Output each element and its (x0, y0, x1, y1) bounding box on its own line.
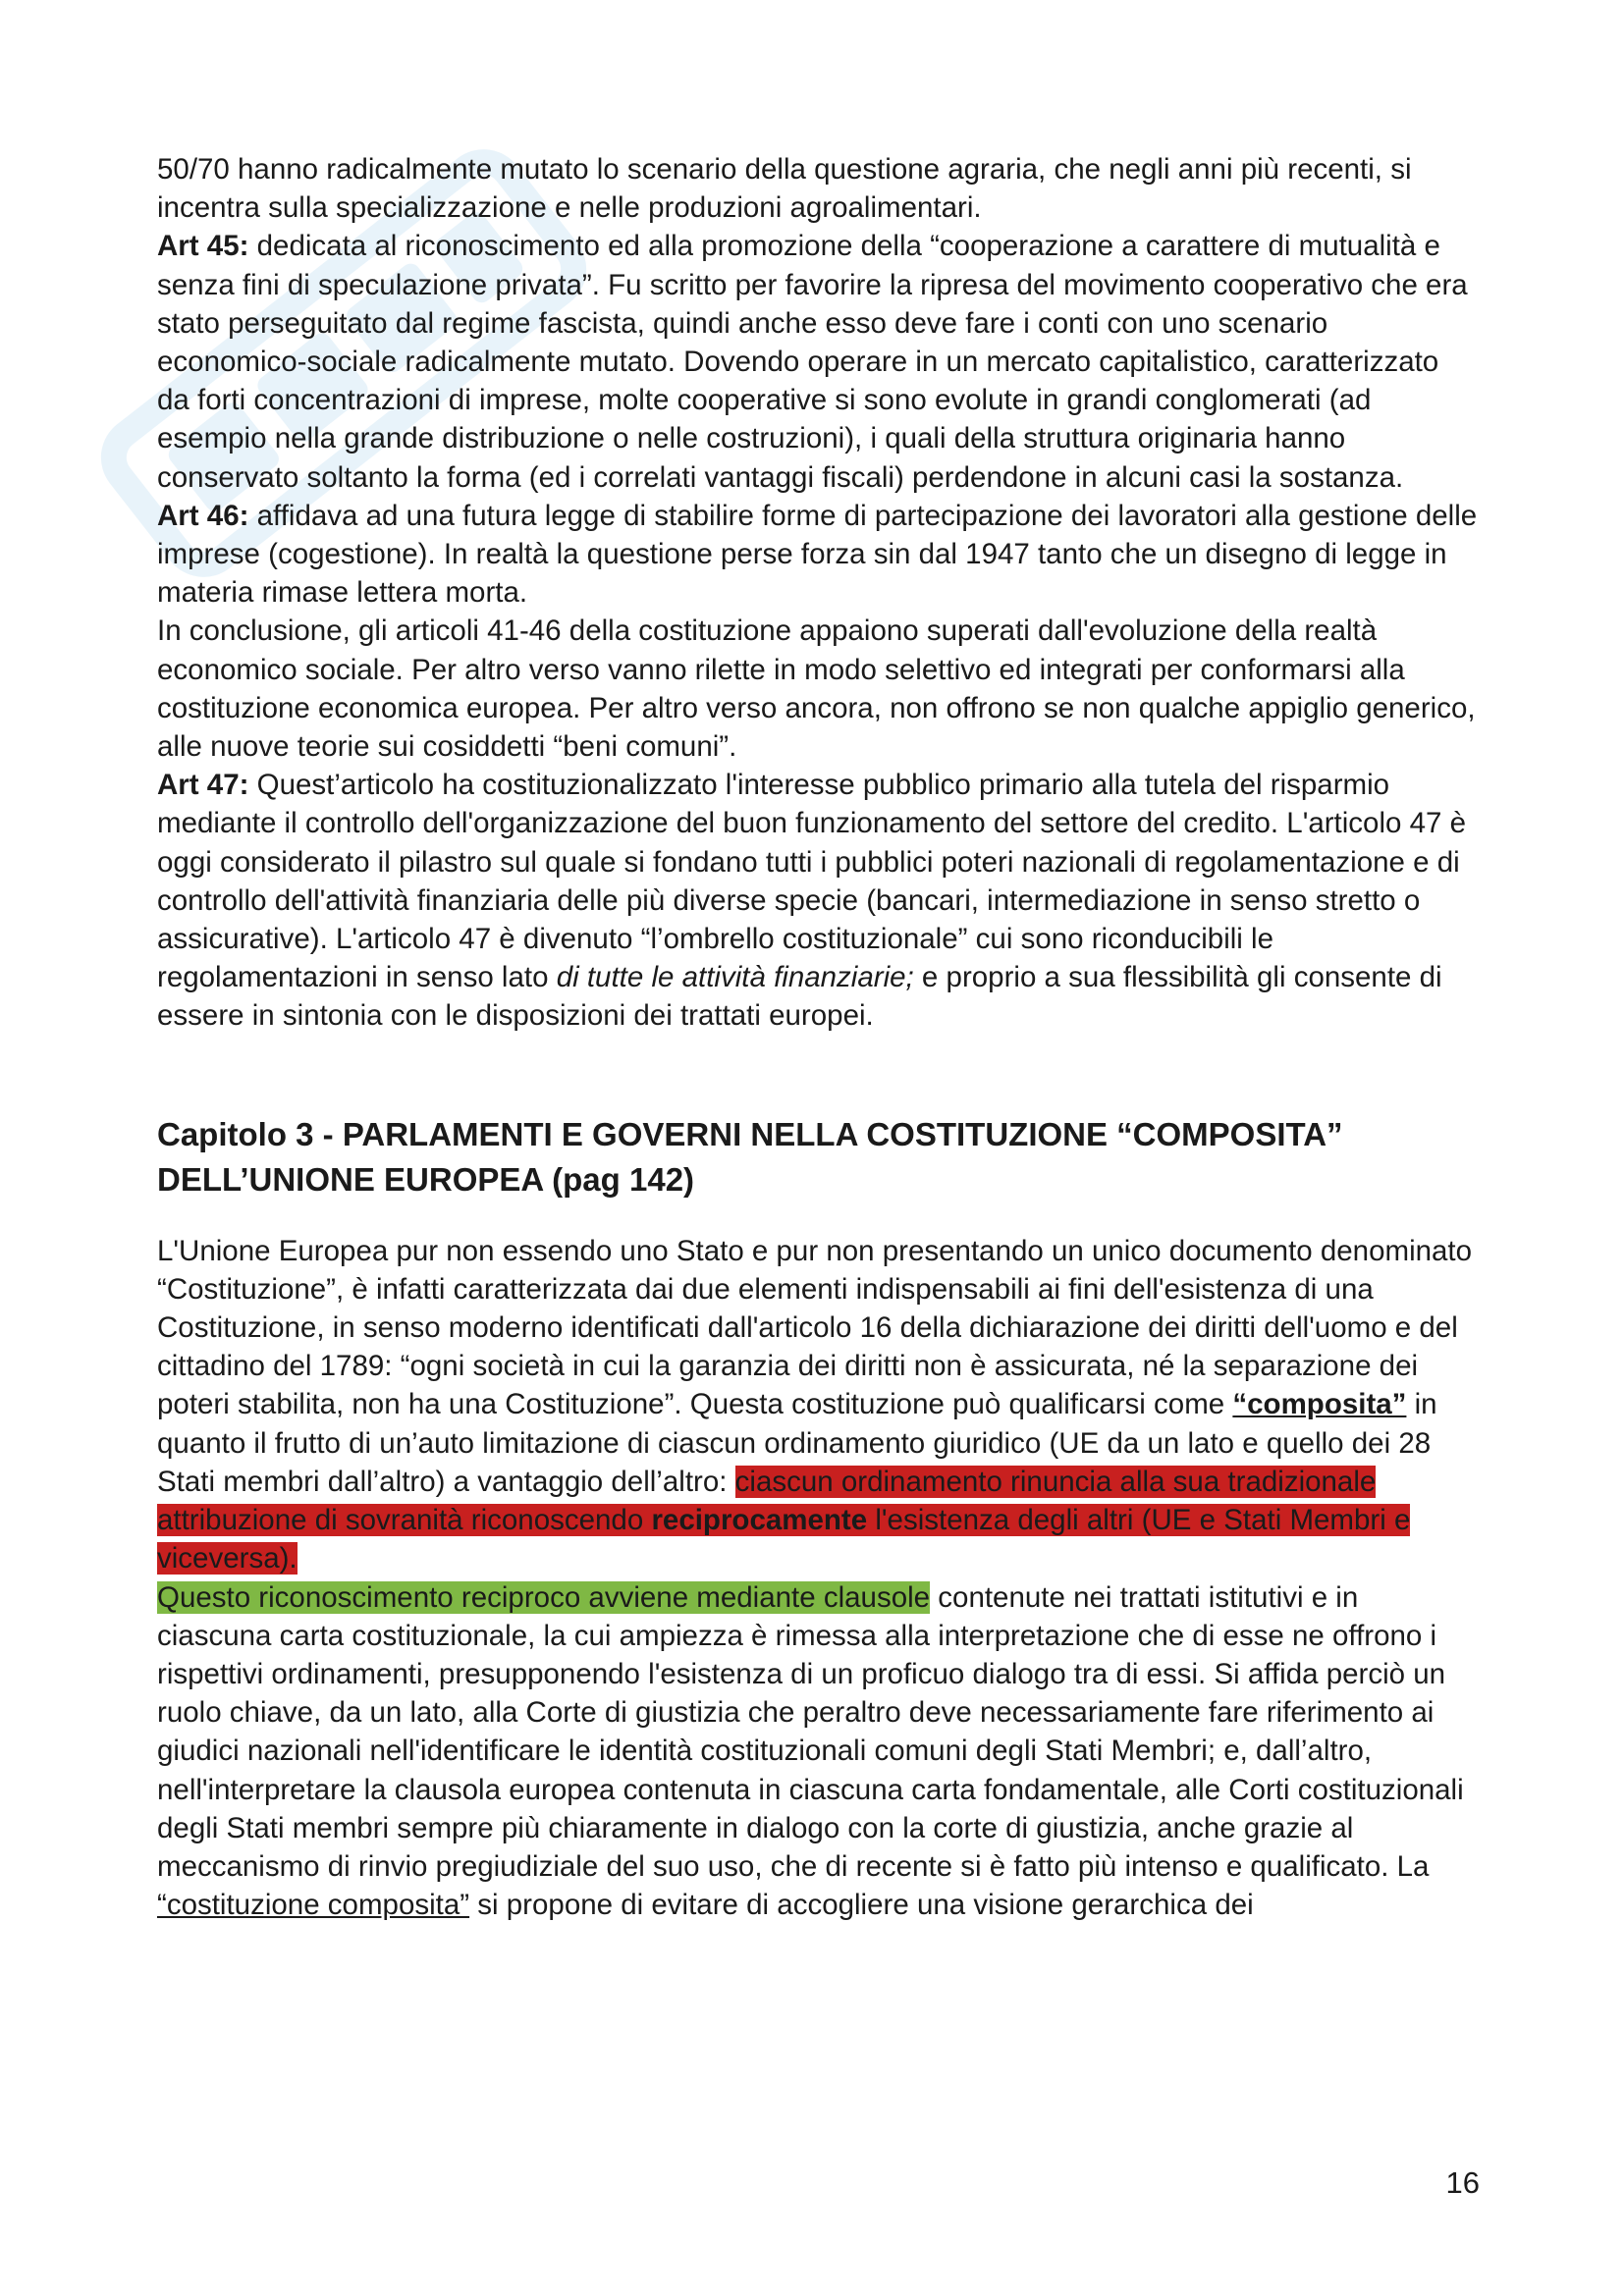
green-highlight: Questo riconoscimento reciproco avviene mediante clausole (157, 1580, 931, 1614)
ue-text-4: si propone di evitare di accogliere una visione gerarchica dei (469, 1889, 1254, 1922)
composita-term: “composita” (1232, 1388, 1407, 1421)
art46-text: affidava ad una futura legge di stabilire forme di partecipazione dei lavoratori alla gestione delle imprese (cogestione). In realtà la questione perse forza sin dal 1947 tanto che un disegno di legge in materia rimase lettera morta. (157, 499, 1478, 610)
art47-italic: di tutte le attività finanziarie; (556, 961, 914, 994)
paragraph-art44-tail (157, 150, 1478, 1036)
art45-text: dedicata al riconoscimento ed alla promozione della “cooperazione a carattere di mutualità e senza fini di speculazione privata”. Fu scritto per favorire la ripresa del movimento cooperativo che era stato perseguitato dal regime fascista, quindi anche esso deve fare i conti con uno scenario economico-sociale radicalmente mutato. Dovendo operare in un mercato capitalistico, caratterizzato da forti concentrazioni di imprese, molte cooperative si sono evolute in grandi conglomerati (ad esempio nella grande distribuzione o nelle costruzioni), i quali della struttura originaria hanno conservato soltanto la forma (ed i correlati vantaggi fiscali) perdendone in alcuni casi la sostanza. (157, 230, 1468, 494)
paragraph-ue (157, 1232, 1478, 1925)
art46-label: Art 46: (157, 499, 249, 532)
page-number: 16 (1445, 2165, 1480, 2200)
art47-text-1: Quest’articolo ha costituzionalizzato l'interesse pubblico primario alla tutela del risparmio mediante il controllo dell'organizzazione del buon funzionamento del settore del credito. L'articolo 47 è oggi considerato il pilastro sul quale si fondano tutti i pubblici poteri nazionali di regolamentazione e di controllo dell'attività finanziaria delle più diverse specie (bancari, intermediazione in senso stretto o assicurative). L'articolo 47 è divenuto “l’ombrello costituzionale” cui sono riconducibili le regolamentazioni in senso lato (157, 769, 1467, 994)
red-highlight-text-1: ciascun ordinamento rinuncia alla sua tradizionale attribuzione di sovranità riconoscendo (157, 1465, 1377, 1537)
costituzione-composita-term: “costituzione composita” (157, 1889, 470, 1922)
red-highlight-text-2: l'esistenza degli altri (UE e Stati Membri e viceversa). (157, 1504, 1411, 1575)
spacer (157, 1202, 1478, 1232)
ue-text-2: in quanto il frutto di un’auto limitazione di ciascun ordinamento giuridico (UE da un lato e quello dei 28 Stati membri dall’altro) a vantaggio dell’altro: (157, 1388, 1437, 1498)
red-highlight-bold: reciprocamente (651, 1504, 868, 1537)
chapter-title: Capitolo 3 - PARLAMENTI E GOVERNI NELLA COSTITUZIONE “COMPOSITA” DELL’UNIONE EUROPEA (pag 142) (157, 1115, 1343, 1198)
ue-text-3: contenute nei trattati istitutivi e in ciascuna carta costituzionale, la cui ampiezza è rimessa alla interpretazione che di esse ne offrono i rispettivi ordinamenti, presupponendo l'esistenza di un proficuo dialogo tra di essi. Si affida perciò un ruolo chiave, da un lato, alla Corte di giustizia che peraltro deve necessariamente fare riferimento ai giudici nazionali nell'identificare le identità costituzionali comuni degli Stati Membri; e, dall’altro, nell'interpretare la clausola europea contenuta in ciascuna carta fondamentale, alle Corti costituzionali degli Stati membri sempre più chiaramente in dialogo con la corte di giustizia, anche grazie al meccanismo di rinvio pregiudiziale del suo uso, che di recente si è fatto più intenso e qualificato. La (157, 1580, 1464, 1883)
ue-text-1: L'Unione Europea pur non essendo uno Stato e pur non presentando un unico documento denominato “Costituzione”, è infatti caratterizzata dai due elementi indispensabili ai fini dell'esistenza di una Costituzione, in senso moderno identificati dall'articolo 16 della dichiarazione dei diritti dell'uomo e del cittadino del 1789: “ogni società in cui la garanzia dei diritti non è assicurata, né la separazione dei poteri stabilita, non ha una Costituzione”. Questa costituzione può qualificarsi come (157, 1234, 1473, 1421)
art47-label: Art 47: (157, 769, 249, 802)
spacer (157, 1036, 1478, 1112)
art47-text-2: e proprio a sua flessibilità gli consente di essere in sintonia con le disposizioni dei trattati europei. (157, 961, 1442, 1033)
document-body (157, 150, 1478, 1924)
art44-tail-text: 50/70 hanno radicalmente mutato lo scenario della questione agraria, che negli anni più recenti, si incentra sulla specializzazione e nelle produzioni agroalimentari. (157, 153, 1412, 225)
art45-label: Art 45: (157, 230, 249, 263)
conclusion-text: In conclusione, gli articoli 41-46 della costituzione appaiono superati dall'evoluzione della realtà economico sociale. Per altro verso vanno rilette in modo selettivo ed integrati per conformarsi alla costituzione economica europea. Per altro verso ancora, non offrono se non qualche appiglio generico, alle nuove teorie sui cosiddetti “beni comuni”. (157, 614, 1476, 764)
